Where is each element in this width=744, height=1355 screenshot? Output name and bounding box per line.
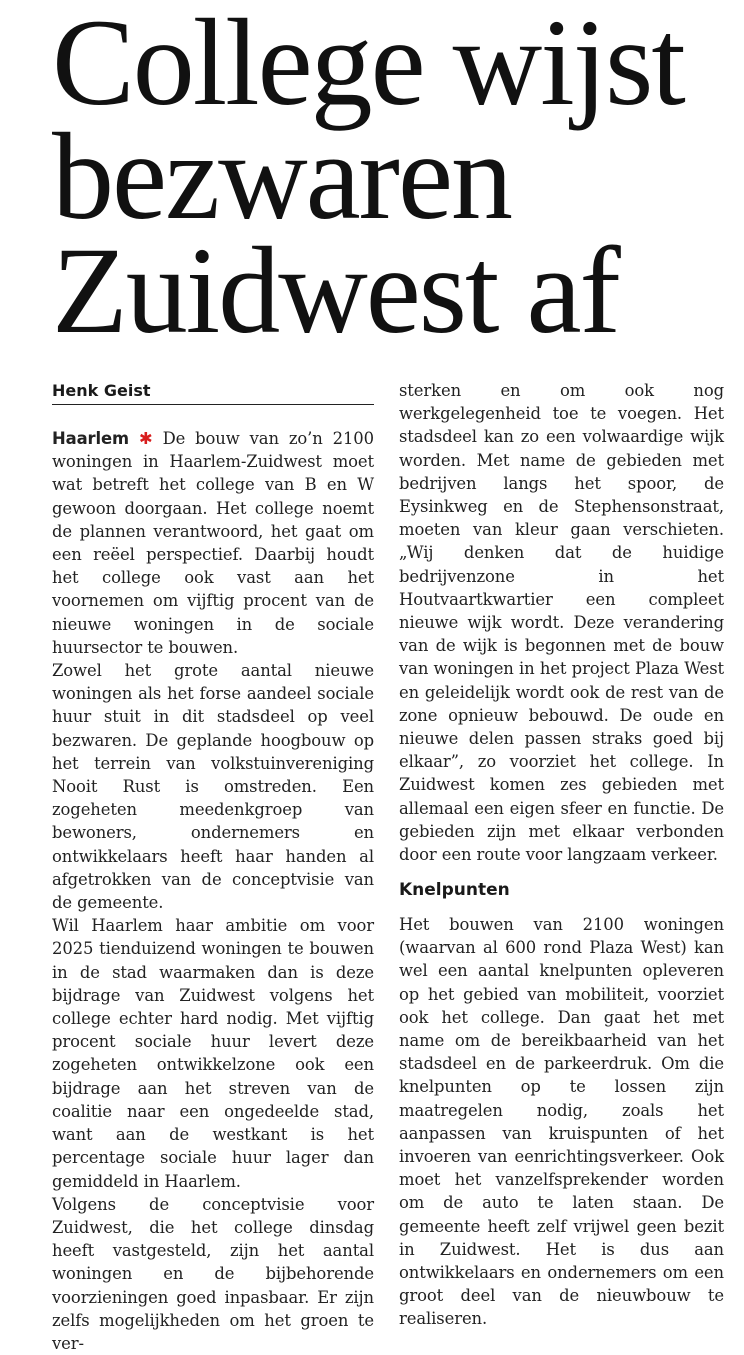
byline [52,380,374,405]
left-column [52,427,374,1355]
subheading: Knelpunten [399,880,510,900]
paragraph: Wil Haarlem haar ambitie om voor 2025 tienduizend woningen te bouwen in de stad waarmaken dan is deze bijdrage van Zuidwest volgens het college echter hard nodig. Met vijftig procent sociale huur levert deze zogeheten ontwikkelzone ook een bijdrage aan het streven van de coalitie naar een ongedeelde stad, want aan de westkant is het percentage sociale huur lager dan gemiddeld in Haarlem. [52,916,374,1191]
paragraph [52,427,374,659]
asterisk-icon: ✱ [138,429,153,448]
author-name: Henk Geist [52,381,151,400]
right-column [399,379,724,866]
headline: College wijst bezwaren Zuidwest af [52,0,684,359]
dateline: Haarlem [52,429,130,448]
paragraph: sterken en om ook nog werkgelegenheid toe te voegen. Het stadsdeel kan zo een volwaardige wijk worden. Met name de gebieden met bedrijven langs het spoor, de Eysinkweg en de Stephensonstraat, moeten van kleur gaan verschieten. „Wij denken dat de huidige bedrijvenzone in het Houtvaartkwartier een compleet nieuwe wijk wordt. Deze verandering van de wijk is begonnen met de bouw van woningen in het project Plaza West en geleidelijk wordt ook de rest van de zone opnieuw bebouwd. De oude en nieuwe delen passen straks goed bij elkaar”, zo voorziet het college. In Zuidwest komen zes gebieden met allemaal een eigen sfeer en functie. De gebieden zijn met elkaar verbonden door een route voor langzaam verkeer. [399,381,724,865]
paragraph: Het bouwen van 2100 woningen (waarvan al 600 rond Plaza West) kan wel een aantal knelpunten opleveren op het gebied van mobiliteit, voorziet ook het college. Dan gaat het met name om de bereikbaarheid van het stadsdeel en de parkeerdruk. Om die knelpunten op te lossen zijn maatregelen nodig, zoals het aanpassen van kruispunten of het invoeren van eenrichtingsverkeer. Ook moet het vanzelfsprekender worden om de auto te laten staan. De gemeente heeft zelf vrijwel geen bezit in Zuidwest. Het is dus aan ontwikkelaars en ondernemers om een groot deel van de nieuwbouw te realiseren. [399,915,724,1329]
right-column-section [399,913,724,1331]
paragraph-text: De bouw van zo’n 2100 woningen in Haarlem-Zuidwest moet wat betreft het college van B en W gewoon doorgaan. Het college noemt de plannen verantwoord, het gaat om een reëel perspectief. Daarbij houdt het college ook vast aan het voornemen om vijftig procent van de nieuwe woningen in de sociale huursector te bouwen. [52,429,374,657]
paragraph: Zowel het grote aantal nieuwe woningen als het forse aandeel sociale huur stuit in dit stadsdeel op veel bezwaren. De geplande hoogbouw op het terrein van volkstuinvereniging Nooit Rust is omstreden. Een zogeheten meedenkgroep van bewoners, ondernemers en ontwikkelaars heeft haar handen al afgetrokken van de conceptvisie van de gemeente. [52,661,374,913]
paragraph: Volgens de conceptvisie voor Zuidwest, die het college dinsdag heeft vastgesteld, zijn het aantal woningen en de bijbehorende voorzieningen goed inpasbaar. Er zijn zelfs mogelijkheden om het groen te ver- [52,1194,374,1353]
